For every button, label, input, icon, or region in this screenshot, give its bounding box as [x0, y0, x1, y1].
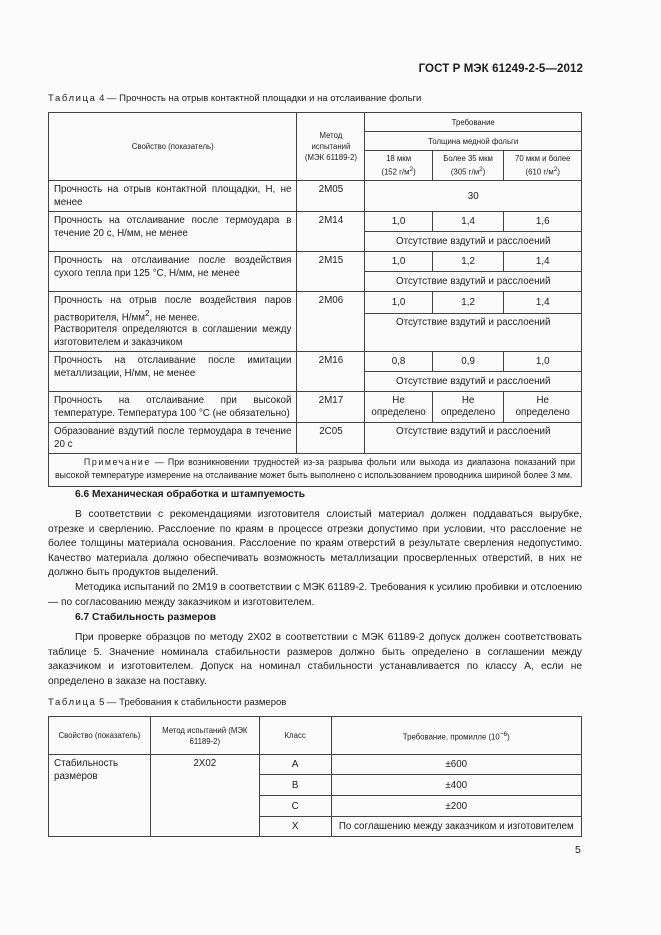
table-4: Свойство (показатель) Метод испытаний (МЭК 61189-2) Требование Толщина медной фольги 18 мкм (152 $г/м^2$) Более 35 мкм (305 $г/м^2$) 70 мкм и более (610 $г/м^2$) Прочность на отрыв контактной площадки, Н, не менее 2М05 30 Прочность на отслаивание после термоудара в течение 20 с, Н/мм, не менее 2М14 1,0 1,4 1,6 Отсутствие вздутий и расслоений Прочность на отслаивание после воздействия сухого тепла при 125 °С, Н/мм, не менее 2М15 1,0 1,2 1,4 Отсутствие вздутий и расслоений Прочность на отрыв после воздействия паров растворителя, $Н/мм^2$, не менее. Растворителя определяются в соглашении между изготовителем и заказчиком 2М06 1,0 1,2 1,4 Отсутствие вздутий и расслоений Прочность на отслаивание после имитации металлизации, Н/мм, не менее 2М16 0,8 0,9 1,0 Отсутствие вздутий и расслоений Прочность на отслаивание при высокой температуре. Температура 100 °С (не обязательно) 2М17 Не определено Не определено Не определено Образование вздутий после термоудара в течение 20 с 2С05 Отсутствие вздутий и расслоений Примечание — При возникновении трудностей из-за разрыва фольги или выхода из диапазона показаний при высокой температуре измерение на отслаивание может быть выполнено с использованием проводника шириной более 3 мм. — [48, 112, 582, 487]
table-row: Стабильность размеров 2Х02 A ±600 — [49, 755, 582, 775]
section-6-6-body: В соответствии с рекомендациями изготовителя слоистый материал должен поддаваться вырубке, отрезке и сверлению. Расслоение по краям в процессе отрезки допустимо при условии, что расслоение не более толщины материала основания. Расслоение по краям отверстий в результате сверления недопустимо. Качество материала должно обеспечивать возможность металлизации просверленных отверстий, в них не должно быть продуктов выделений. Методика испытаний по 2М19 в соответствии с МЭК 61189-2. Требования к усилию пробивки и отслоению — по согласованию между заказчиком и изготовителем. — [48, 509, 582, 608]
table5-caption — [48, 697, 286, 708]
table4-note-row — [49, 454, 582, 487]
table-row: Прочность на отслаивание при высокой температуре. Температура 100 °С (не обязательно) 2М17 Не определено Не определено Не определено — [49, 392, 582, 423]
t4-head-method: Метод испытаний (МЭК 61189-2) — [297, 113, 365, 181]
t5-head-method: Метод испытаний (МЭК 61189-2) — [150, 717, 259, 755]
table-row: Прочность на отрыв после воздействия паров растворителя, $Н/мм^2$, не менее. Растворителя определяются в соглашении между изготовителем и заказчиком 2М06 1,0 1,2 1,4 — [49, 292, 582, 314]
table-row: Прочность на отслаивание после термоудара в течение 20 с, Н/мм, не менее 2М14 1,0 1,4 1,6 — [49, 212, 582, 232]
table5-caption-label: Таблица — [48, 697, 97, 708]
table-row: C ±200 — [49, 796, 582, 817]
table-row: Прочность на отслаивание после воздействия сухого тепла при 125 °С, Н/мм, не менее 2М15 1,0 1,2 1,4 — [49, 252, 582, 272]
t4-head-18um: 18 мкм (152 $г/м^2$) — [365, 151, 432, 181]
table-5 — [48, 716, 582, 837]
table5-caption-text: — Требования к стабильности размеров — [104, 697, 287, 708]
table4-note: Примечание — При возникновении трудностей из-за разрыва фольги или выхода из диапазона показаний при высокой температуре измерение на отслаивание может быть выполнено с использованием проводника шириной более 3 мм. — [49, 454, 582, 487]
t4-head-property: Свойство (показатель) — [49, 113, 297, 181]
t4-head-35um: Более 35 мкм (305 $г/м^2$) — [432, 151, 504, 181]
t5-head-class: Класс — [259, 717, 331, 755]
table-row: B ±400 — [49, 775, 582, 796]
t4-head-thickness: Толщина медной фольги — [365, 132, 582, 151]
table4-caption — [48, 93, 421, 104]
table4-caption-text: — Прочность на отрыв контактной площадки и на отслаивание фольги — [104, 93, 422, 104]
page-number: 5 — [575, 844, 581, 856]
t5-head-requirement: Требование, промилле $(10^{-6})$ — [331, 717, 581, 755]
table-row: Прочность на отрыв контактной площадки, Н, не менее 2М05 30 — [49, 181, 582, 212]
t4-head-requirement: Требование — [365, 113, 582, 132]
table4-caption-label: Таблица — [48, 93, 97, 104]
table4-caption-number: 4 — [99, 93, 105, 104]
t4-head-70um: 70 мкм и более (610 $г/м^2$) — [504, 151, 582, 181]
section-6-7-body: При проверке образцов по методу 2Х02 в соответствии с МЭК 61189-2 допуск должен соответствовать таблице 5. Значение номинала стабильности размеров должно быть определено в соглашении между заказчиком и изготовителем. Допуск на номинал стабильности устанавливается по классу А, если не определено в заказе на поставку. — [48, 632, 582, 687]
table-row: X По соглашению между заказчиком и изготовителем — [49, 817, 582, 837]
table-row: Прочность на отслаивание после имитации металлизации, Н/мм, не менее 2М16 0,8 0,9 1,0 — [49, 352, 582, 372]
table5-caption-number: 5 — [99, 697, 105, 708]
section-6-7-title: 6.7 Стабильность размеров — [75, 612, 217, 623]
t5-method: 2Х02 — [150, 755, 259, 837]
table-row: Образование вздутий после термоудара в течение 20 с 2С05 Отсутствие вздутий и расслоений — [49, 423, 582, 454]
t5-property: Стабильность размеров — [49, 755, 151, 837]
section-6-6-title: 6.6 Механическая обработка и штампуемость — [75, 489, 306, 500]
document-header: ГОСТ Р МЭК 61249-2-5—2012 — [418, 63, 583, 75]
t5-head-property: Свойство (показатель) — [49, 717, 151, 755]
